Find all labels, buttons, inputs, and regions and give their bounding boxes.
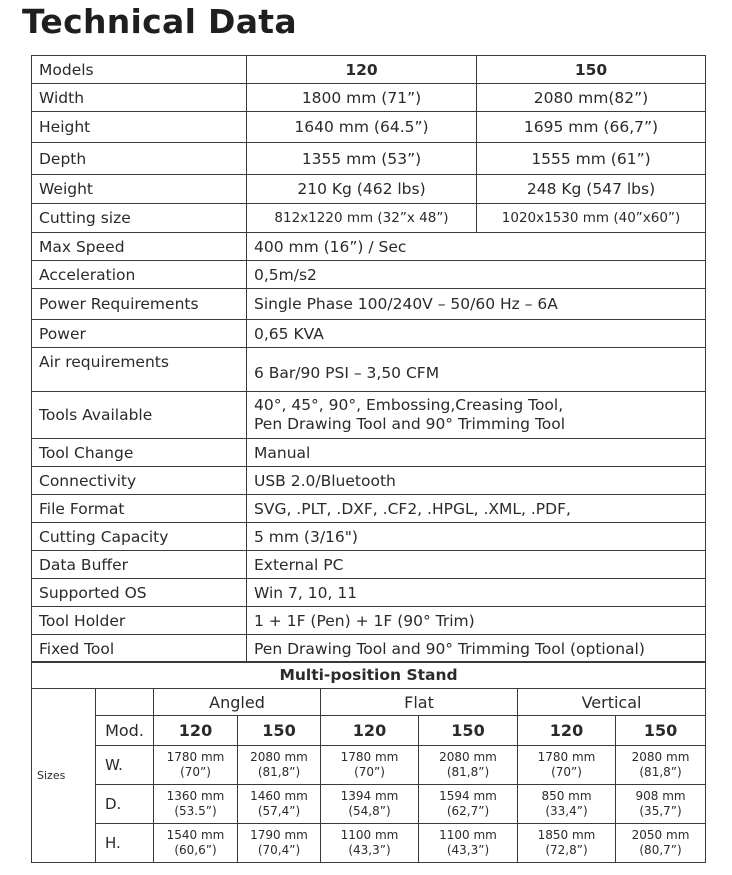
stand-cell xyxy=(419,785,518,824)
stand-table xyxy=(31,661,706,863)
stand-cell xyxy=(154,785,238,824)
spec-value-line: 40°, 45°, 90°, Embossing,Creasing Tool, xyxy=(254,396,564,414)
cell-in: (60,6”) xyxy=(174,843,217,857)
spec-value: 1 + 1F (Pen) + 1F (90° Trim) xyxy=(247,607,706,635)
stand-cell xyxy=(616,746,706,785)
stand-row-label: H. xyxy=(96,824,154,863)
spec-value: Win 7, 10, 11 xyxy=(247,579,706,607)
spec-label: Supported OS xyxy=(32,579,247,607)
spec-label: Tools Available xyxy=(32,392,247,439)
group-vertical: Vertical xyxy=(518,689,706,716)
stand-cell xyxy=(154,746,238,785)
spec-row xyxy=(32,289,706,320)
spec-row xyxy=(32,495,706,523)
cell-in: (57,4”) xyxy=(257,804,301,818)
stand-cell xyxy=(616,824,706,863)
stand-model: 150 xyxy=(238,716,321,746)
spec-row xyxy=(32,143,706,175)
spec-value: 400 mm (16”) / Sec xyxy=(247,233,706,261)
cell-mm: 1460 mm xyxy=(250,789,308,803)
spec-row xyxy=(32,84,706,112)
spec-value-line: Pen Drawing Tool and 90° Trimming Tool xyxy=(254,415,566,433)
spec-label: Air requirements xyxy=(32,348,247,392)
stand-cell xyxy=(321,824,419,863)
stand-group-row xyxy=(32,689,706,716)
spec-label: Weight xyxy=(32,175,247,204)
cell-in: (43,3”) xyxy=(446,843,490,857)
spec-row xyxy=(32,551,706,579)
stand-cell xyxy=(518,746,616,785)
cell-in: (70,4”) xyxy=(257,843,301,857)
spec-row xyxy=(32,348,706,392)
spec-value-150: 1555 mm (61”) xyxy=(477,143,706,175)
spec-label: Tool Holder xyxy=(32,607,247,635)
spec-value: External PC xyxy=(247,551,706,579)
spec-label: Width xyxy=(32,84,247,112)
stand-cell xyxy=(321,746,419,785)
spec-label: Fixed Tool xyxy=(32,635,247,663)
stand-cell xyxy=(518,785,616,824)
spec-value: Pen Drawing Tool and 90° Trimming Tool (optional) xyxy=(247,635,706,663)
stand-model: 150 xyxy=(616,716,706,746)
model-120-header: 120 xyxy=(247,56,477,84)
stand-cell xyxy=(321,785,419,824)
spec-value: 0,65 KVA xyxy=(247,320,706,348)
cell-mm: 2050 mm xyxy=(631,828,690,842)
stand-cell xyxy=(154,824,238,863)
cell-mm: 1850 mm xyxy=(537,828,596,842)
spec-row xyxy=(32,204,706,233)
cell-mm: 1780 mm xyxy=(340,750,399,764)
stand-model: 120 xyxy=(321,716,419,746)
cell-mm: 908 mm xyxy=(635,789,686,803)
spec-label: Depth xyxy=(32,143,247,175)
cell-mm: 1594 mm xyxy=(439,789,497,803)
stand-model-row xyxy=(32,716,706,746)
stand-model: 150 xyxy=(419,716,518,746)
cell-mm: 1394 mm xyxy=(340,789,399,803)
stand-cell xyxy=(238,785,321,824)
spec-label: Acceleration xyxy=(32,261,247,289)
spec-row xyxy=(32,467,706,495)
spec-value: Single Phase 100/240V – 50/60 Hz – 6A xyxy=(247,289,706,320)
spec-row xyxy=(32,392,706,439)
spec-row xyxy=(32,175,706,204)
spec-label: Cutting size xyxy=(32,204,247,233)
cell-in: (70”) xyxy=(180,765,211,779)
stand-model: 120 xyxy=(518,716,616,746)
cell-mm: 1780 mm xyxy=(166,750,225,764)
stand-title: Multi-position Stand xyxy=(32,662,706,689)
spec-value-120: 210 Kg (462 lbs) xyxy=(247,175,477,204)
cell-in: (33,4”) xyxy=(545,804,588,818)
group-angled: Angled xyxy=(154,689,321,716)
stand-cell xyxy=(238,824,321,863)
spec-value-150: 248 Kg (547 lbs) xyxy=(477,175,706,204)
group-flat: Flat xyxy=(321,689,518,716)
cell-mm: 1100 mm xyxy=(340,828,399,842)
spec-label: Power xyxy=(32,320,247,348)
spec-value-120: 1355 mm (53”) xyxy=(247,143,477,175)
stand-row-label: W. xyxy=(96,746,154,785)
cell-mm: 1540 mm xyxy=(166,828,225,842)
cell-mm: 2080 mm xyxy=(439,750,497,764)
stand-cell xyxy=(616,785,706,824)
spec-value-150: 2080 mm(82”) xyxy=(477,84,706,112)
spec-label: Height xyxy=(32,112,247,143)
sizes-label: Sizes xyxy=(32,689,96,863)
spec-row xyxy=(32,439,706,467)
stand-size-row xyxy=(32,785,706,824)
stand-model: 120 xyxy=(154,716,238,746)
cell-in: (62,7”) xyxy=(446,804,490,818)
stand-group-blank xyxy=(96,689,154,716)
stand-cell xyxy=(518,824,616,863)
spec-row xyxy=(32,635,706,663)
spec-row xyxy=(32,112,706,143)
spec-value: 5 mm (3/16") xyxy=(247,523,706,551)
spec-row xyxy=(32,579,706,607)
model-150-header: 150 xyxy=(477,56,706,84)
spec-value-120: 1640 mm (64.5”) xyxy=(247,112,477,143)
cell-in: (53.5”) xyxy=(174,804,217,818)
stand-cell xyxy=(419,824,518,863)
spec-value-150: 1695 mm (66,7”) xyxy=(477,112,706,143)
cell-in: (80,7”) xyxy=(639,843,682,857)
cell-in: (35,7”) xyxy=(639,804,682,818)
stand-title-row xyxy=(32,662,706,689)
spec-header-row xyxy=(32,56,706,84)
spec-row xyxy=(32,233,706,261)
cell-in: (81,8”) xyxy=(446,765,490,779)
spec-label: Data Buffer xyxy=(32,551,247,579)
cell-in: (70”) xyxy=(354,765,385,779)
spec-value-120: 812x1220 mm (32”x 48”) xyxy=(247,204,477,233)
spec-value: 0,5m/s2 xyxy=(247,261,706,289)
cell-mm: 1780 mm xyxy=(537,750,596,764)
cell-mm: 1360 mm xyxy=(166,789,225,803)
spec-value-120: 1800 mm (71”) xyxy=(247,84,477,112)
spec-label: Power Requirements xyxy=(32,289,247,320)
spec-value xyxy=(247,392,706,439)
cell-in: (81,8”) xyxy=(639,765,682,779)
spec-header-label: Models xyxy=(32,56,247,84)
spec-label: Max Speed xyxy=(32,233,247,261)
spec-label: Cutting Capacity xyxy=(32,523,247,551)
spec-row xyxy=(32,523,706,551)
spec-table xyxy=(31,55,706,663)
stand-row-label: D. xyxy=(96,785,154,824)
spec-value: USB 2.0/Bluetooth xyxy=(247,467,706,495)
page-title: Technical Data xyxy=(22,2,297,41)
stand-size-row xyxy=(32,824,706,863)
spec-label: File Format xyxy=(32,495,247,523)
cell-mm: 2080 mm xyxy=(631,750,690,764)
cell-mm: 1790 mm xyxy=(250,828,308,842)
spec-value: SVG, .PLT, .DXF, .CF2, .HPGL, .XML, .PDF, xyxy=(247,495,706,523)
cell-mm: 1100 mm xyxy=(439,828,497,842)
spec-label: Tool Change xyxy=(32,439,247,467)
cell-in: (81,8”) xyxy=(257,765,301,779)
stand-size-row xyxy=(32,746,706,785)
spec-row xyxy=(32,607,706,635)
mod-label: Mod. xyxy=(96,716,154,746)
spec-value-150: 1020x1530 mm (40”x60”) xyxy=(477,204,706,233)
cell-in: (54,8”) xyxy=(348,804,391,818)
cell-mm: 2080 mm xyxy=(250,750,308,764)
spec-row xyxy=(32,320,706,348)
cell-in: (72,8”) xyxy=(545,843,588,857)
cell-in: (43,3”) xyxy=(348,843,391,857)
spec-value: Manual xyxy=(247,439,706,467)
spec-row xyxy=(32,261,706,289)
cell-mm: 850 mm xyxy=(541,789,592,803)
spec-value: 6 Bar/90 PSI – 3,50 CFM xyxy=(247,348,706,392)
spec-label: Connectivity xyxy=(32,467,247,495)
stand-cell xyxy=(419,746,518,785)
cell-in: (70”) xyxy=(551,765,582,779)
stand-cell xyxy=(238,746,321,785)
